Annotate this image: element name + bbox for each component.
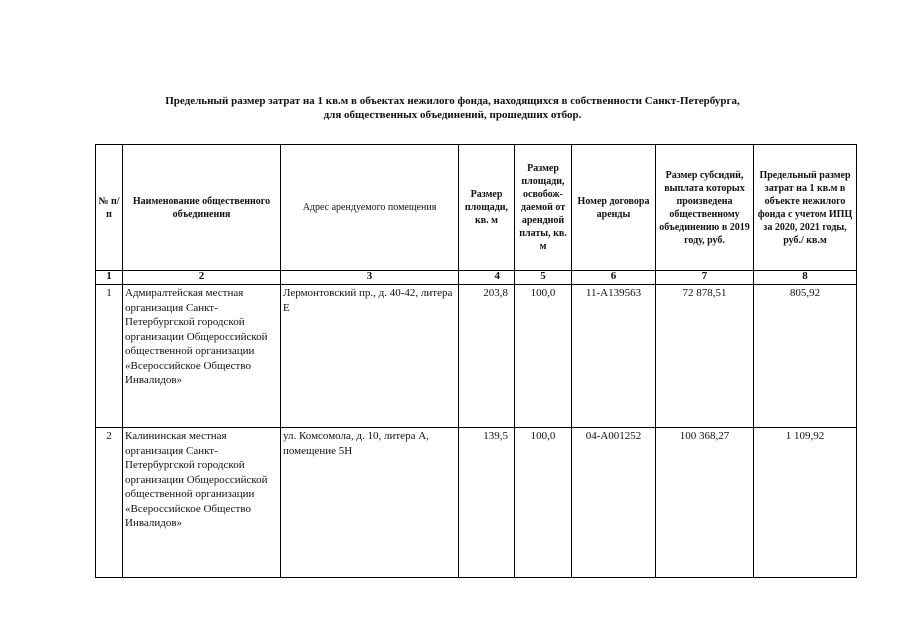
- area: 139,5: [459, 428, 515, 578]
- org-name: Адмиралтейская местная организация Санкт-Петербургской городской организации Общероссийской общественной организации «Всероссийское Общество Инвалидов»: [123, 285, 281, 428]
- row-number: 1: [96, 285, 123, 428]
- column-number: 3: [281, 271, 459, 285]
- header-cell: Предельный размер затрат на 1 кв.м в объекте нежилого фонда с учетом ИПЦ за 2020, 2021 годы, руб./ кв.м: [754, 145, 857, 271]
- header-cell: Размер площади, освобож-даемой от арендной платы, кв. м: [515, 145, 572, 271]
- header-cell: Размер площади, кв. м: [459, 145, 515, 271]
- title-line-1: Предельный размер затрат на 1 кв.м в объектах нежилого фонда, находящихся в собственности Санкт-Петербурга,: [165, 95, 740, 107]
- org-name: Калининская местная организация Санкт-Петербургской городской организации Общероссийской общественной организации «Всероссийское Общество Инвалидов»: [123, 428, 281, 578]
- header-cell: Номер договора аренды: [572, 145, 656, 271]
- cost-limit: 805,92: [754, 285, 857, 428]
- area: 203,8: [459, 285, 515, 428]
- contract-number: 04-А001252: [572, 428, 656, 578]
- column-number: 4: [459, 271, 515, 285]
- address: ул. Комсомола, д. 10, литера А, помещение 5Н: [281, 428, 459, 578]
- column-number-row: [96, 271, 857, 285]
- header-cell: Адрес арендуемого помещения: [281, 145, 459, 271]
- header-cell: Наименование общественного объединения: [123, 145, 281, 271]
- contract-number: 11-А139563: [572, 285, 656, 428]
- row-number: 2: [96, 428, 123, 578]
- column-number: 8: [754, 271, 857, 285]
- free-area: 100,0: [515, 285, 572, 428]
- title-line-2: для общественных объединений, прошедших отбор.: [323, 109, 582, 121]
- cost-limit: 1 109,92: [754, 428, 857, 578]
- header-cell: Размер субсидий, выплата которых произведена общественному объединению в 2019 году, руб.: [656, 145, 754, 271]
- subsidy: 72 878,51: [656, 285, 754, 428]
- costs-table: [95, 144, 857, 578]
- table-row: [96, 428, 857, 578]
- column-number: 1: [96, 271, 123, 285]
- subsidy: 100 368,27: [656, 428, 754, 578]
- column-number: 5: [515, 271, 572, 285]
- table-row: [96, 285, 857, 428]
- column-number: 6: [572, 271, 656, 285]
- address: Лермонтовский пр., д. 40-42, литера Е: [281, 285, 459, 428]
- column-number: 7: [656, 271, 754, 285]
- header-cell: № п/п: [96, 145, 123, 271]
- header-row: [96, 145, 857, 271]
- document-title: [0, 94, 905, 122]
- column-number: 2: [123, 271, 281, 285]
- free-area: 100,0: [515, 428, 572, 578]
